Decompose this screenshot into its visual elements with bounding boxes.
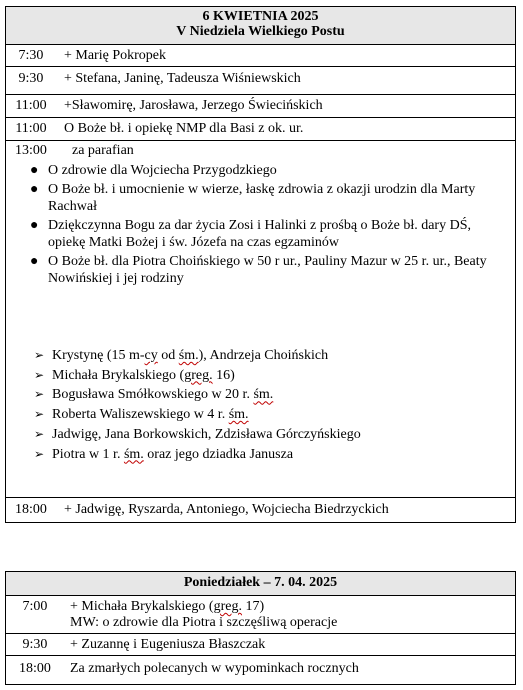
- mass-row: [6, 117, 515, 140]
- mass-row: [6, 595, 515, 633]
- mass-time: 18:00: [15, 502, 47, 517]
- mass-row: [6, 633, 515, 655]
- mass-intention: + Michała Brykalskiego (greg. 17) MW: o zdrowie dla Piotra i szczęśliwą operacje: [70, 599, 338, 630]
- mass-row: [6, 497, 515, 522]
- mass-time: 9:30: [18, 71, 44, 86]
- arrow-icon: ➢: [34, 426, 45, 441]
- mass-row: [6, 66, 515, 94]
- arrow-icon: ➢: [34, 348, 45, 362]
- list-item: ➢ Roberta Waliszewskiego w 4 r. śm.: [34, 405, 505, 425]
- list-item: ➢ Jadwigę, Jana Borkowskich, Zdzisława Górczyńskiego: [34, 425, 505, 445]
- mass-intention: + Jadwigę, Ryszarda, Antoniego, Wojciecha Biedrzyckich: [64, 502, 389, 517]
- mass-time: 7:00: [22, 599, 48, 614]
- mass-intention: +Sławomirę, Jarosława, Jerzego Świecińskich: [64, 98, 323, 113]
- mass-intention: + Marię Pokropek: [64, 48, 166, 63]
- arrow-icon: ➢: [34, 446, 45, 461]
- list-item: ➢ Bogusława Smółkowskiego w 20 r. śm.: [34, 385, 505, 405]
- bullet-icon: ●: [30, 182, 39, 197]
- mass-time: 13:00: [15, 143, 47, 158]
- mass-time: 7:30: [18, 48, 44, 63]
- sunday-header: [6, 7, 515, 44]
- mass-time: 11:00: [15, 98, 47, 113]
- sunday-title: V Niedziela Wielkiego Postu: [176, 24, 345, 39]
- mass-time: 9:30: [22, 637, 48, 652]
- list-item: ● O Boże bł. dla Piotra Choińskiego w 50 r ur., Pauliny Mazur w 25 r. ur., Beaty Nowińskiej i jej rodziny: [30, 254, 487, 286]
- monday-header: [6, 572, 515, 595]
- list-item: ● O zdrowie dla Wojciecha Przygodzkiego: [30, 163, 277, 178]
- intention-arrow-list: [34, 346, 505, 464]
- mass-time: 18:00: [19, 661, 51, 676]
- mass-time: 11:00: [15, 121, 47, 136]
- list-item: ➢ Piotra w 1 r. śm. oraz jego dziadka Janusza: [34, 445, 505, 465]
- mass-intention: O Boże bł. i opiekę NMP dla Basi z ok. ur.: [64, 121, 304, 136]
- bullet-icon: ●: [30, 254, 39, 269]
- sunday-date: 6 KWIETNIA 2025: [202, 9, 319, 24]
- list-item: ➢ Krystynę (15 m-cy od śm.), Andrzeja Choińskich: [34, 346, 505, 366]
- schedule-table-monday: [5, 571, 516, 685]
- bullet-icon: ●: [30, 163, 39, 178]
- mass-row: [6, 94, 515, 117]
- mass-row: [6, 44, 515, 66]
- list-item: ● O Boże bł. i umocnienie w wierze, łaskę zdrowia z okazji urodzin dla Marty Rachwał: [30, 182, 476, 214]
- arrow-icon: ➢: [34, 407, 45, 422]
- mass-intention: + Zuzannę i Eugeniusza Błaszczak: [70, 637, 266, 652]
- list-item: ● Dziękczynna Bogu za dar życia Zosi i Halinki z prośbą o Boże bł. dary DŚ, opiekę Matki Bożej i św. Józefa na czas egzaminów: [30, 218, 471, 250]
- arrow-icon: ➢: [34, 387, 45, 402]
- intention-bullet-list: [28, 162, 505, 287]
- arrow-icon: ➢: [34, 367, 45, 382]
- mass-intention: + Stefana, Janinę, Tadeusza Wiśniewskich: [64, 71, 301, 86]
- mass-intention: za parafian: [72, 143, 134, 158]
- schedule-table-sunday: [5, 6, 516, 523]
- mass-intention: Za zmarłych polecanych w wypominkach rocznych: [70, 661, 359, 676]
- mass-row-parafian: [6, 140, 515, 497]
- mass-row: [6, 655, 515, 684]
- list-item: ➢ Michała Brykalskiego (greg. 16): [34, 366, 505, 386]
- bullet-icon: ●: [30, 218, 39, 233]
- monday-title: Poniedziałek – 7. 04. 2025: [183, 575, 338, 590]
